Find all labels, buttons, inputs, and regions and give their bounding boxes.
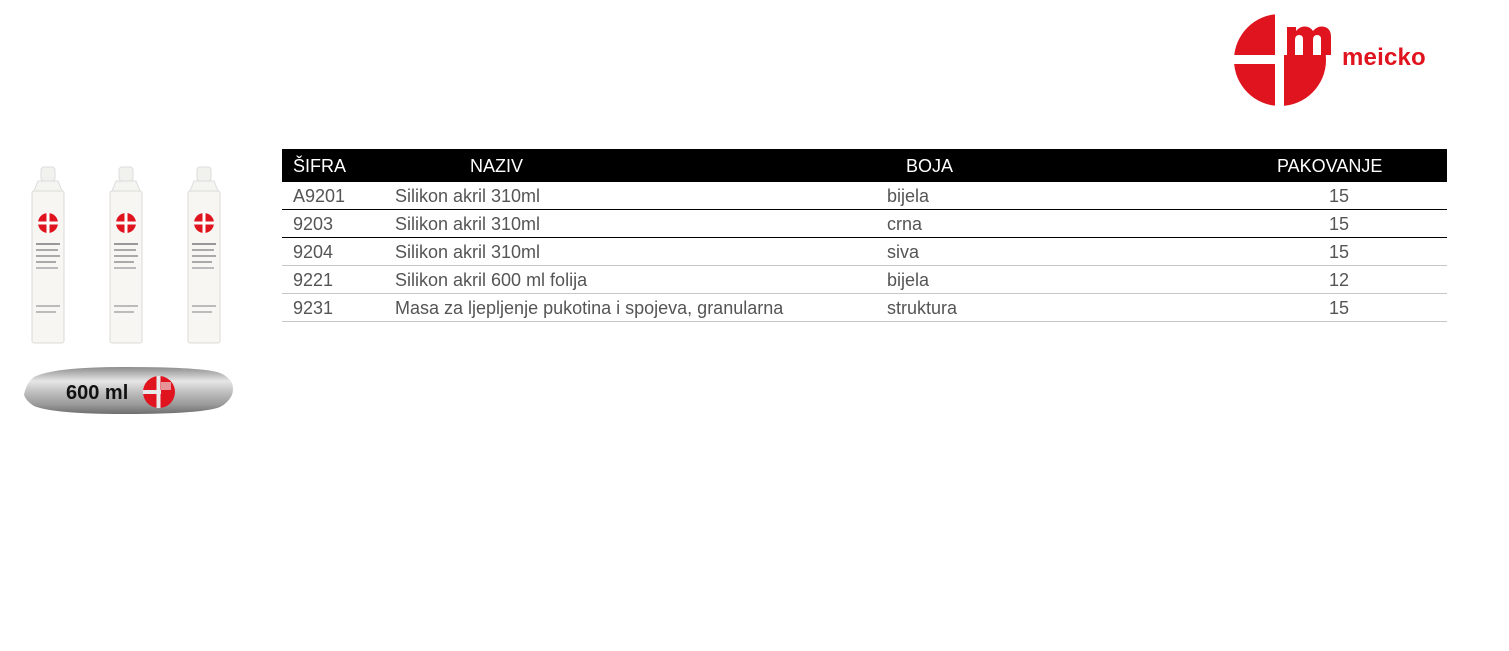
table-row: [282, 266, 1447, 294]
cartridge-tube-icon: [182, 165, 226, 345]
header-code: ŠIFRA: [293, 156, 347, 176]
header-pack: PAKOVANJE: [1277, 156, 1383, 176]
foil-pack-image: [20, 362, 236, 428]
cell-pack: 15: [1329, 242, 1350, 262]
cell-name: Silikon akril 310ml: [395, 214, 541, 234]
table-header: [282, 149, 1447, 182]
cell-name: Silikon akril 310ml: [395, 242, 541, 262]
cell-code: A9201: [293, 186, 346, 206]
table-row: [282, 210, 1447, 238]
product-table: [282, 149, 1447, 322]
brand-logo: [1232, 13, 1447, 108]
cell-color: siva: [887, 242, 920, 262]
cartridge-images: [20, 165, 240, 350]
cell-code: 9221: [293, 270, 334, 290]
logo-mark-icon: [1232, 13, 1332, 108]
table-row: [282, 294, 1447, 322]
cell-name: Silikon akril 600 ml folija: [395, 270, 588, 290]
cell-pack: 15: [1329, 298, 1350, 318]
header-name: NAZIV: [470, 156, 524, 176]
table-row: [282, 182, 1447, 210]
cartridge-tube-icon: [104, 165, 148, 345]
cell-code: 9203: [293, 214, 334, 234]
cartridge-tube-icon: [26, 165, 70, 345]
cell-color: struktura: [887, 298, 958, 318]
cell-code: 9231: [293, 298, 334, 318]
cell-pack: 15: [1329, 186, 1350, 206]
header-color: BOJA: [906, 156, 954, 176]
cell-pack: 12: [1329, 270, 1350, 290]
cell-name: Silikon akril 310ml: [395, 186, 541, 206]
cell-color: bijela: [887, 186, 930, 206]
cell-pack: 15: [1329, 214, 1350, 234]
cell-code: 9204: [293, 242, 334, 262]
cell-color: bijela: [887, 270, 930, 290]
brand-name: meicko: [1342, 44, 1426, 71]
cell-name: Masa za ljepljenje pukotina i spojeva, granularna: [395, 298, 784, 318]
cell-color: crna: [887, 214, 923, 234]
table-row: [282, 238, 1447, 266]
foil-pack-label: 600 ml: [66, 382, 129, 404]
